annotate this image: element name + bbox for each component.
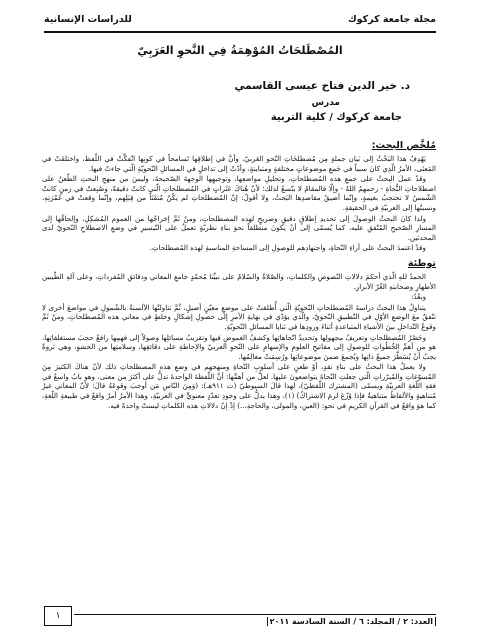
- journal-name: مجلة جامعة كركوك: [347, 14, 436, 25]
- intro-paragraph: وبعْدُ:: [411, 292, 426, 302]
- article-body: [42, 140, 436, 411]
- issue-info: العدد: ٢ / المجلد: ٦ / السنة السادسة ٢٠١١: [267, 617, 436, 626]
- abstract-heading: مُلخَّص البحث:: [371, 140, 436, 151]
- intro-paragraph: ولا يعملُ هذا البحثُ على بناءِ نقدٍ، أوْ طعنٍ على أسلوبِ النّحاةِ ومنهجهم في وضعِ هذه المصطلحاتِ ذلك لأنّ هناكَ الكثيرَ مِنَ المُسوّغاتِ والمُبرّراتِ الّتي جعلتِ النّحاةَ يتواضعونَ عليها. لعلَّ من أهمِّها: أنَّ اللّفظةَ الواحدةَ تدلُّ على أكثرَ من معنى، وهو بابُ واسعٌ في فقهِ اللّغةِ العربيّةِ ويسمّى (المشترك اللّفظيّ)، لهذا قالَ السيوطيّ (ت ٩١١هـ): (وَمِنَ النّاسِ مَن أوجبَ وقوعَهُ قالَ: لأنّ المعاني غيرُ مُتناهيةٍ والألفاظُ متناهيةٌ فإذا وُزّعَ لزمَ الاشتراكُ) (١)، وهذا يدلُّ على وجودِ تعدّدٍ معنويٍّ في العربيّةِ، وهذا الأمرُ أمرٌ واقعٌ في طبيعةِ اللّغةِ، كما هوَ واقعٌ في القرآنِ الكريمِ في نحو: (العينِ، والمولى، والحاجةِ...) إذْ إنّ دلالاتِ هذه الكلماتِ ليستْ واحدةً فيه.: [42, 362, 436, 410]
- journal-section: للدراسات الإنسانية: [44, 14, 132, 25]
- intro-paragraph: وحَصْرُ المُصطلحاتِ وتعريفُ مجهولِها وتحديدُ اتّجاهاتِها وكشفُ الغموضِ فيها وتقريبُ مسائلِها وصولاً إلى فهمِها رافعٌ حجبَ مستغلقاتِها، هو من أهمِّ الخُطُواتِ للوصولِ إلى مفاتيحِ العلومِ والإسهامِ على النّحوِ العربيّ والإحاطةِ على دقائقِها، وسلامتِها من الحشوِ، وهي ثروةٌ يجبُ أنْ يُسَطَّرَ جميعُ ذاتِها ويُجمعَ ضمنَ موضوعاتِها ورُسِمَتْ معالِمُها.: [42, 332, 436, 361]
- intro-paragraph: يتناولُ هذا البحثُ دراسةَ المُصطلحاتِ النّحويّةِ الّتي أُطلقتْ على موضعٍ معيّنٍ أصيلٍ، ثُمَّ تناولتْها الألسنةُ بالشّمولِ في مواضعَ أخرى لا تتّفقُ معَ الوضعِ الأوّلِ في التّطبيقِ النّحويّ، والّذي يؤدّي في نهايةِ الأمرِ إلى حصولِ إشكالٍ وخلطٍ في معاني هذه المُصطلحاتِ، ومنْ ثَمَّ وقوعُ التّداخلِ بينَ الأشياءِ المتباعدةِ أثناءَ ورودِها في ثنايا المسائلِ النّحويّةِ.: [42, 302, 436, 331]
- abstract-paragraph: وقدْ اعتمدَ البحثُ على آراءِ النّحاةِ، واجتهادِهم للوصولِ إلى المساحةِ المناسبةِ لهذه المُصطلحاتِ.: [149, 243, 426, 253]
- author-name: د. خير الدين فتاح عيسى القاسمي: [234, 80, 410, 92]
- article-title: المُصْطَلحَاتُ المُوْهِمَةُ فِي النَّحوِ العَرَبِيّ: [137, 44, 343, 57]
- page-footer: [44, 604, 436, 630]
- abstract-paragraph: يَهْدِفُ هذا البَحْثُ إلى بَيان جملةٍ مِن مُصطلحَاتِ النّحو العَربيّ، وأنَّ في إطلاقِها تَسامحاً في كونِها انْفكَّتْ في اللّفظ، واختلفَتْ في المَعنَى، الأمرُ الّذِي كانَ سبباً في جَمعِ موضوعاتٍ مختلفةٍ ومتباينةٍ، وأدّتْ إلى تداخلٍ في المسائلِ النّحويّةِ الّتي جاءتْ فيها.: [42, 154, 436, 173]
- intro-paragraph: الحمدُ للهِ الّذي أحكمَ دلالاتِ النّصوصِ والكلماتِ، والصّلاةُ والسّلامُ على نبيِّنا مُحمّدٍ جامعِ المعاني ودقائقِ المُفرداتِ، وعلى آلهِ الطّيبين الأطهارِ وصحابتهِ الغُرّ الأبرارِ.: [42, 271, 436, 291]
- author-affiliation: جامعة كركوك / كلية التربية: [270, 112, 402, 123]
- abstract-paragraph: وقدْ عملَ البحثُ على جمعِ هذه المُصطلحاتِ، وتحليلِ مواضعِها، وتوجيهِها الوجهةَ الصّحيحةَ، وليسَ من منهجِ البحثِ الطّعنُ على اصطلاحاتِ النُّحاةِ - رحمهمُ اللهُ - وإلّا فالمقامُ لا يتّسعُ لذلك؛ لأنّ هُناكَ عَثَراتٍ في المُصطلحاتِ الّتي كانتْ دقيقةً، وصُنِعتْ في زمنٍ كانتْ الشّمسُ لا تحتجبُ بغيمةٍ، وإنّما أضيقُ مقاصدِها البَحثُ، ولا أقولُ: إنّ المُصطلحاتِ لم يكُنْ مُتقَنَاً من قِبَلِهم، وإنّما وقعتْ في غَمْرَتِهِ، ونسبتُها إلى العربيّةِ في الحقيقةِ.: [42, 174, 436, 212]
- header-rule: [44, 31, 436, 33]
- footer-rule: [74, 614, 436, 615]
- abstract-paragraph: ولذا كانَ البحثُ الوصولَ إلى تحديدِ إطلاقٍ دقيقٍ وصريحٍ لهذه المصطلحاتِ، ومنْ ثَمَّ إخراجُها من العموم المُشكِلِ، وإلحاقُها إلى المسارِ الصّحيحِ المُتّفقِ عليه، كما يُسمّى إلى أنْ يكونَ منطلقاً نحوَ بناءِ نظريّةٍ تعملُ على التّيسيرِ في وضعِ الاصطلاحِ النّحويّ لدى المحدثين.: [42, 213, 436, 242]
- intro-heading: توطئة: [407, 257, 436, 269]
- author-rank: مدرس: [311, 98, 340, 108]
- page-number: ١: [44, 606, 72, 626]
- running-header: [44, 14, 436, 30]
